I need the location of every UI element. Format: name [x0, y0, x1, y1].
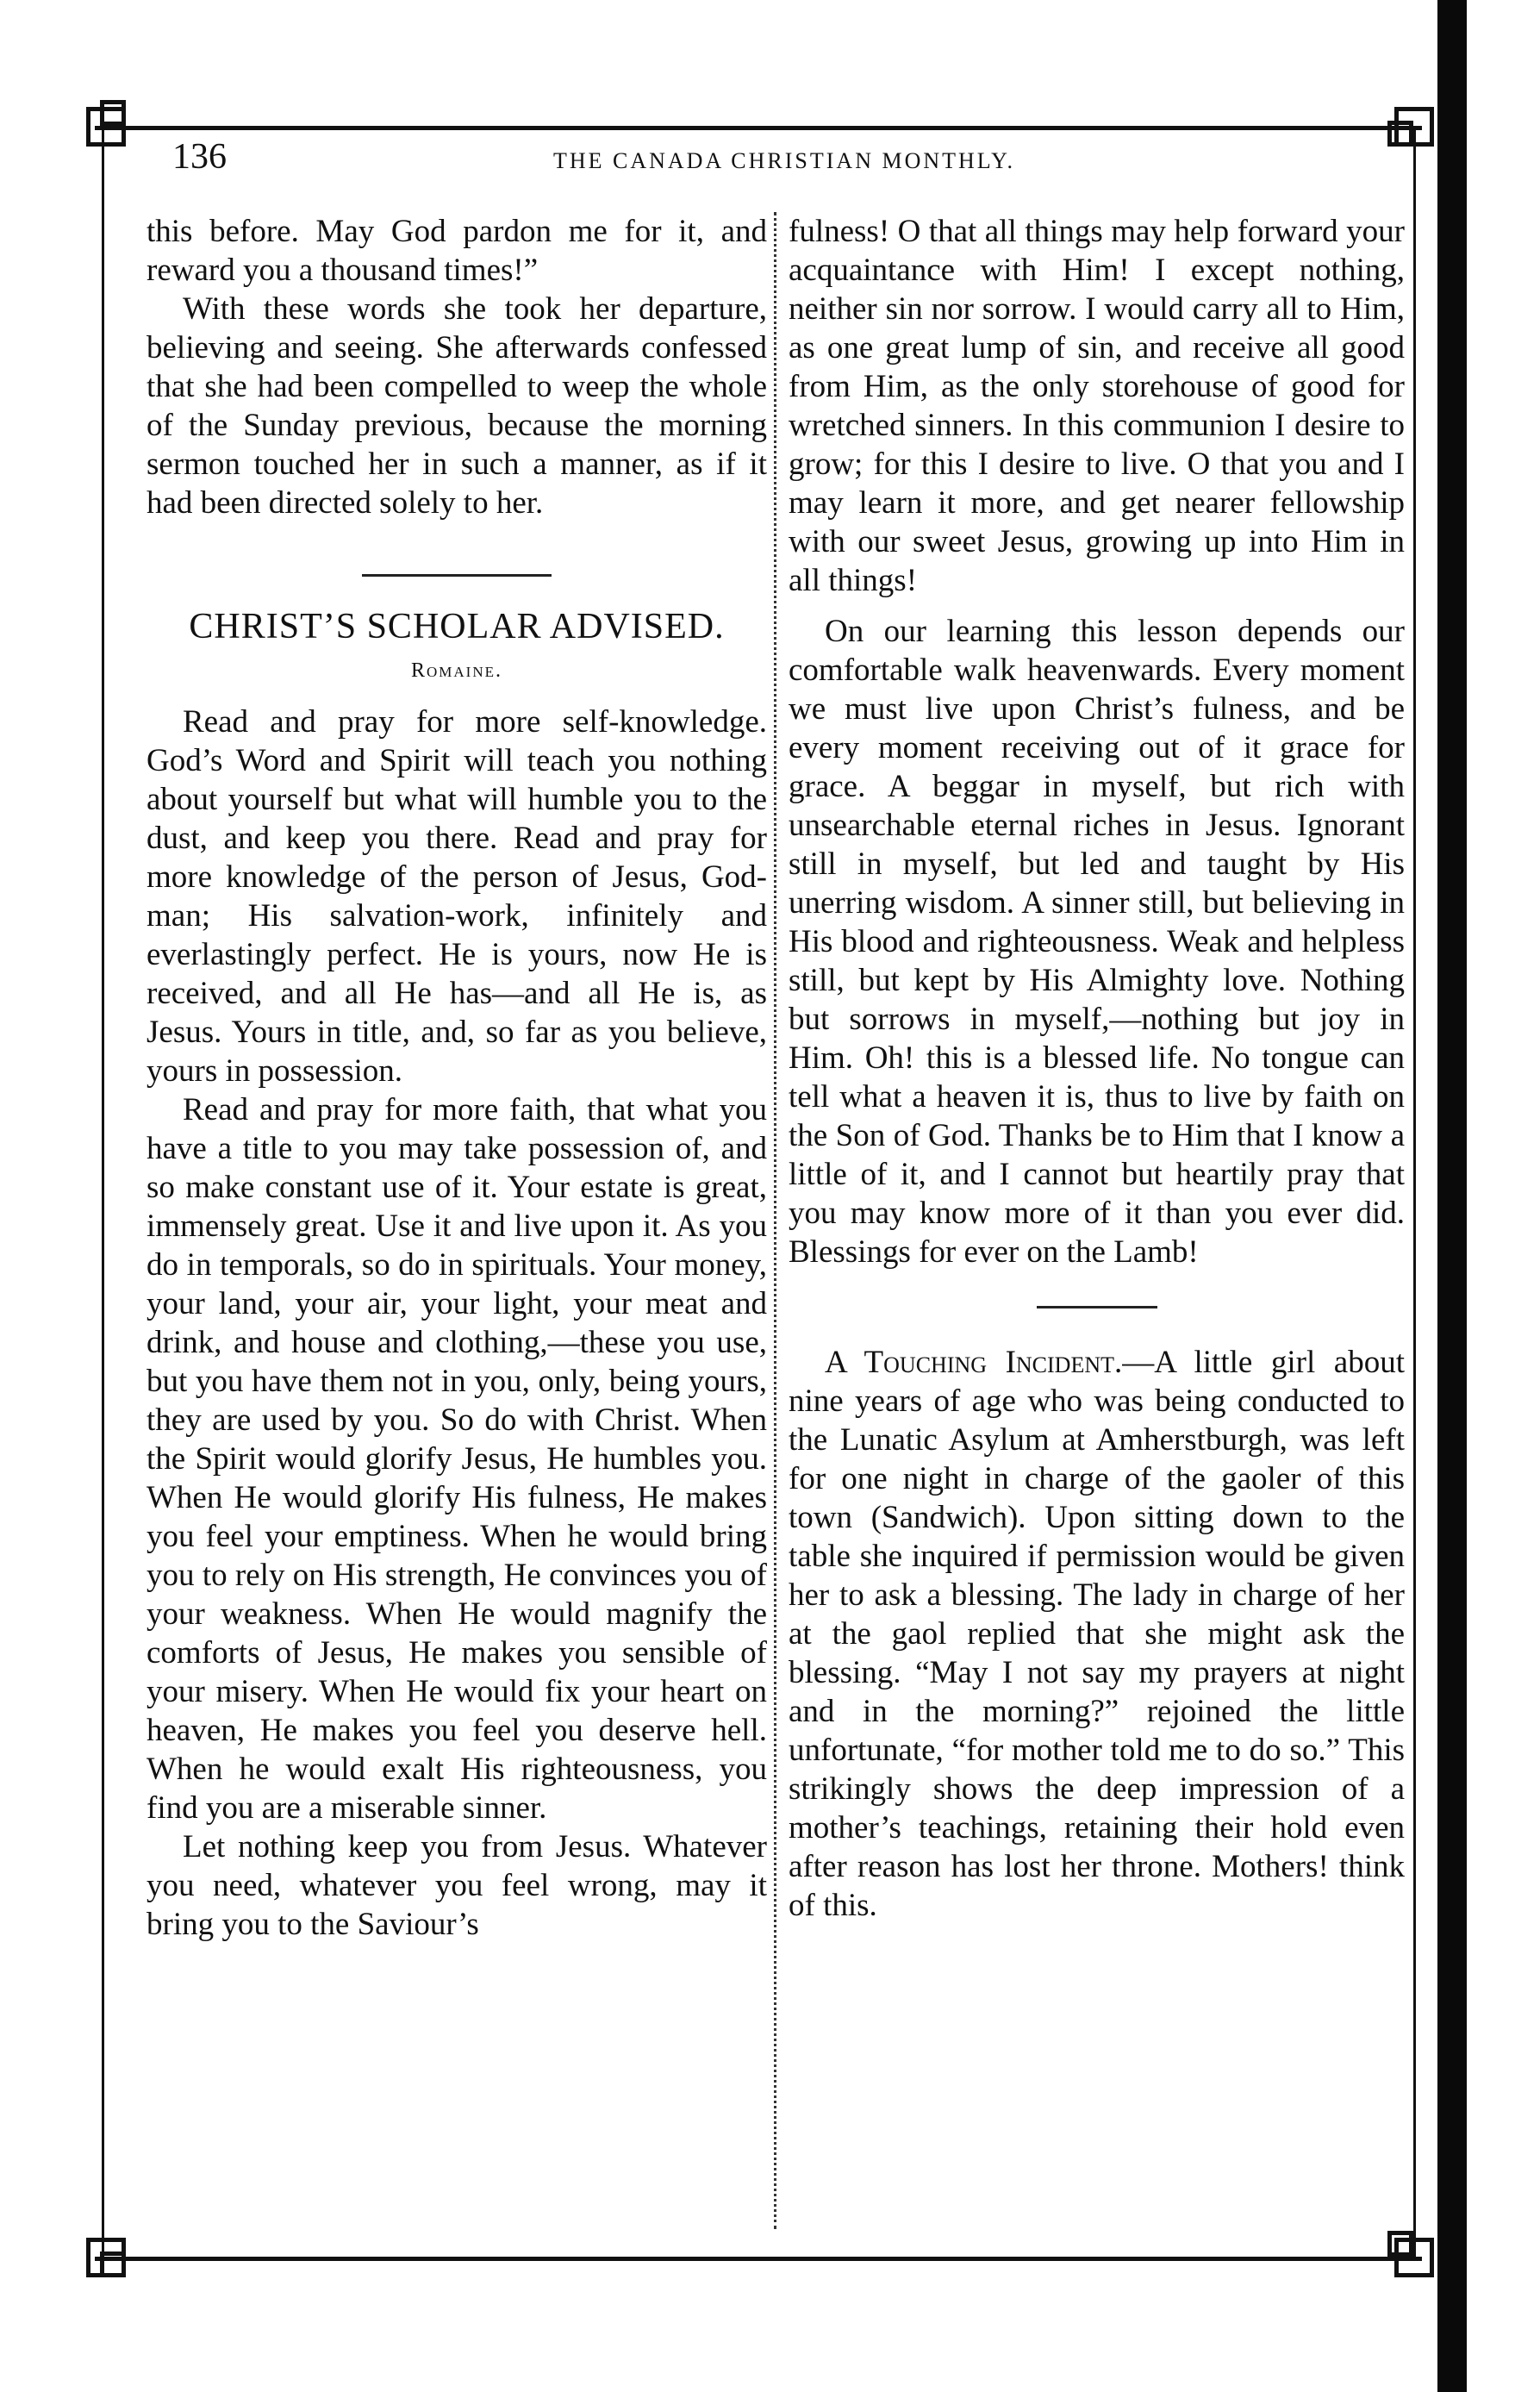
- corner-ornament-bottom-left: [79, 2231, 134, 2286]
- article-author: Romaine.: [411, 659, 502, 682]
- bottom-border-rule: [95, 2257, 1422, 2261]
- paragraph: Let nothing keep you from Jesus. Whatever you need, whatever you feel wrong, may it bring you to the Saviour’s: [147, 1829, 767, 1942]
- page-header: [172, 136, 1396, 188]
- incident-heading: A Touching Incident.: [825, 1345, 1123, 1380]
- left-border-rule: [102, 126, 104, 2259]
- paragraph: Read and pray for more self-knowledge. God’s Word and Spirit will teach you nothing about yourself but what will humble you to the dust, and keep you there. Read and pray for more knowledge of the person of Jesus, God-man; His salvation-work, infinitely and everlastingly perfect. He is yours, now He is received, and all He has—and all He is, as Jesus. Yours in title, and, so far as you believe, yours in possession.: [147, 704, 767, 1089]
- page-edge-shadow: [1437, 0, 1467, 2392]
- page-number: 136: [172, 137, 227, 177]
- paragraph: On our learning this lesson depends our comfortable walk heavenwards. Every moment we must live upon Christ’s fulness, and be every moment receiving out of it grace for grace. A beggar in myself, but rich with unsearchable eternal riches in Jesus. Ignorant still in myself, but led and taught by His unerring wisdom. A sinner still, but believing in His blood and righteousness. Weak and helpless still, but kept by His Almighty love. Nothing but sorrows in myself,—nothing but joy in Him. Oh! this is a blessed life. No tongue can tell what a heaven it is, thus to live by faith on the Son of God. Thanks be to Him that I know a little of it, and I cannot but heartily pray that you may know more of it than you ever did. Blessings for ever on the Lamb!: [789, 614, 1405, 1270]
- corner-ornament-bottom-right: [1387, 2231, 1443, 2286]
- running-title: THE CANADA CHRISTIAN MONTHLY.: [552, 148, 1016, 173]
- article-title: CHRIST’S SCHOLAR ADVISED.: [189, 607, 725, 646]
- paragraph: Read and pray for more faith, that what you have a title to you may take possession of, and so make constant use of it. Your estate is great, immensely great. Use it and live upon it. As you do in temporals, so do in spirituals. Your money, your land, your air, your light, your meat and drink, and house and clothing,—these you use, but you have them not in you, only, being yours, they are used by you. So do with Christ. When the Spirit would glorify Jesus, He humbles you. When He would glorify His fulness, He makes you feel your emptiness. When he would bring you to rely on His strength, He convinces you of your weakness. When He would magnify the comforts of Jesus, He makes you sensible of your misery. When He would fix your heart on heaven, He makes you feel you deserve hell. When he would exalt His righteousness, you find you are a miserable sinner.: [147, 1092, 767, 1826]
- continued-paragraph: this before. May God pardon me for it, and reward you a thousand times!”: [147, 214, 767, 288]
- continued-paragraph: fulness! O that all things may help forward your acquaintance with Him! I except nothing, neither sin nor sorrow. I would carry all to Him, as one great lump of sin, and receive all good from Him, as the only storehouse of good for wretched sinners. In this communion I desire to grow; for this I desire to live. O that you and I may learn it more, and get nearer fellowship with our sweet Jesus, growing up into Him in all things!: [789, 214, 1405, 598]
- column-divider: [774, 212, 776, 2229]
- right-column: [789, 212, 1405, 1925]
- section-divider: [362, 574, 552, 577]
- left-column: [147, 212, 767, 1944]
- corner-ornament-top-left: [79, 100, 134, 155]
- incident-text: —A little girl about nine years of age who was being conducted to the Lunatic Asylum at Amherstburgh, was left for one night in charge of the gaoler of this town (Sandwich). Upon sitting down to the table she inquired if permission would be given her to ask a blessing. The lady in charge of her at the gaol replied that she might ask the blessing. “May I not say my prayers at night and in the morning?” rejoined the little unfortunate, “for mother told me to do so.” This strikingly shows the deep impression of a mother’s teachings, retaining their hold even after reason has lost her throne. Mothers! think of this.: [789, 1345, 1405, 1923]
- top-border-rule: [95, 126, 1422, 130]
- section-divider: [1037, 1306, 1157, 1308]
- right-border-rule: [1413, 126, 1416, 2259]
- paragraph: With these words she took her departure, believing and seeing. She afterwards confessed that she had been compelled to weep the whole of the Sunday previous, because the morning sermon touched her in such a manner, as if it had been directed solely to her.: [147, 291, 767, 521]
- incident-paragraph: [789, 1343, 1405, 1925]
